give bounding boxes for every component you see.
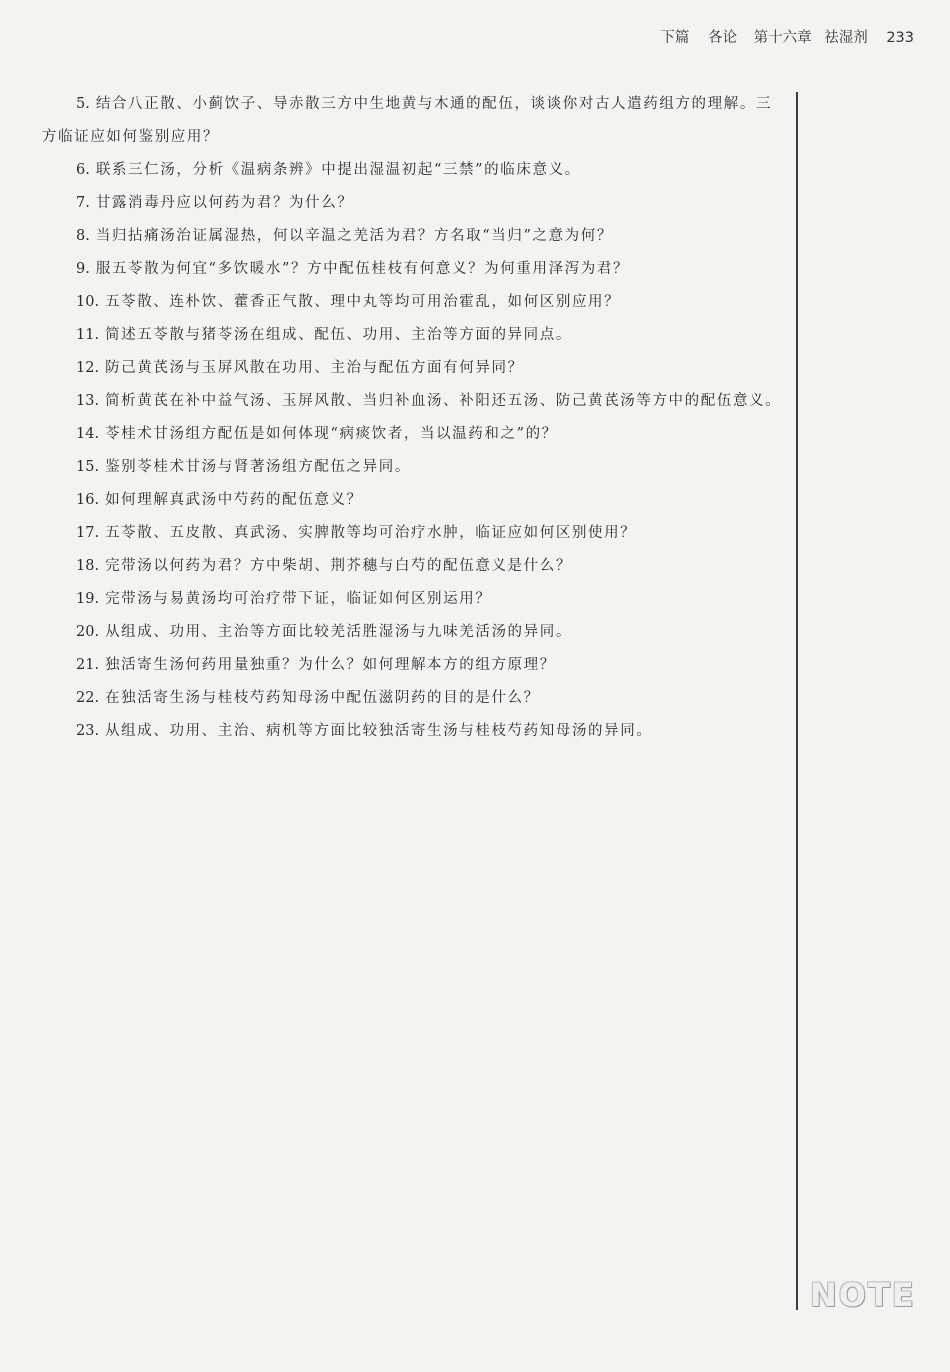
question-text: 苓桂术甘汤组方配伍是如何体现“病痰饮者，当以温药和之”的？ bbox=[105, 426, 558, 442]
question-text: 如何理解真武汤中芍药的配伍意义？ bbox=[105, 492, 363, 508]
header-chapter-title: 祛湿剂 bbox=[824, 30, 868, 46]
question-item bbox=[42, 550, 786, 583]
question-number: 12. bbox=[76, 360, 100, 376]
question-text: 简析黄芪在补中益气汤、玉屏风散、当归补血汤、补阳还五汤、防己黄芪汤等方中的配伍意义。 bbox=[105, 393, 782, 409]
question-number: 13. bbox=[76, 393, 100, 409]
question-item bbox=[42, 715, 786, 748]
question-text: 独活寄生汤何药用量独重？为什么？如何理解本方的组方原理？ bbox=[105, 657, 556, 673]
question-number: 5. bbox=[76, 96, 90, 112]
question-item bbox=[42, 154, 786, 187]
question-text: 五苓散、连朴饮、藿香正气散、理中丸等均可用治霍乱，如何区别应用？ bbox=[105, 294, 621, 310]
question-number: 9. bbox=[76, 261, 90, 277]
page-header bbox=[660, 26, 914, 47]
question-list bbox=[42, 88, 786, 748]
question-number: 20. bbox=[76, 624, 100, 640]
question-number: 15. bbox=[76, 459, 100, 475]
question-text: 从组成、功用、主治等方面比较羌活胜湿汤与九味羌活汤的异同。 bbox=[105, 624, 572, 640]
question-item bbox=[42, 517, 786, 550]
question-number: 18. bbox=[76, 558, 100, 574]
question-number: 16. bbox=[76, 492, 100, 508]
question-item bbox=[42, 649, 786, 682]
question-text: 当归拈痛汤治证属湿热，何以辛温之羌活为君？方名取“当归”之意为何？ bbox=[95, 228, 613, 244]
question-number: 19. bbox=[76, 591, 100, 607]
question-item bbox=[42, 253, 786, 286]
question-item bbox=[42, 451, 786, 484]
question-item bbox=[42, 583, 786, 616]
question-number: 23. bbox=[76, 723, 100, 739]
question-number: 6. bbox=[76, 162, 90, 178]
question-text: 结合八正散、小蓟饮子、导赤散三方中生地黄与木通的配伍，谈谈你对古人遣药组方的理解。三方临证应如何鉴别应用？ bbox=[42, 96, 773, 145]
question-text: 服五苓散为何宜“多饮暖水”？方中配伍桂枝有何意义？为何重用泽泻为君？ bbox=[95, 261, 630, 277]
question-text: 完带汤以何药为君？方中柴胡、荆芥穗与白芍的配伍意义是什么？ bbox=[105, 558, 572, 574]
question-number: 17. bbox=[76, 525, 100, 541]
header-chapter: 第十六章 bbox=[753, 30, 812, 46]
question-item bbox=[42, 418, 786, 451]
question-text: 在独活寄生汤与桂枝芍药知母汤中配伍滋阴药的目的是什么？ bbox=[105, 690, 540, 706]
question-text: 防己黄芪汤与玉屏风散在功用、主治与配伍方面有何异同？ bbox=[105, 360, 524, 376]
question-item bbox=[42, 682, 786, 715]
note-label: NOTE bbox=[810, 1276, 916, 1314]
question-number: 14. bbox=[76, 426, 100, 442]
question-item bbox=[42, 88, 786, 154]
page-number: 233 bbox=[886, 30, 914, 46]
question-text: 联系三仁汤，分析《温病条辨》中提出湿温初起“三禁”的临床意义。 bbox=[95, 162, 581, 178]
question-number: 11. bbox=[76, 327, 100, 343]
question-item bbox=[42, 616, 786, 649]
question-text: 五苓散、五皮散、真武汤、实脾散等均可治疗水肿，临证应如何区别使用？ bbox=[105, 525, 637, 541]
question-item bbox=[42, 220, 786, 253]
question-item bbox=[42, 286, 786, 319]
question-number: 7. bbox=[76, 195, 90, 211]
question-number: 22. bbox=[76, 690, 100, 706]
question-text: 完带汤与易黄汤均可治疗带下证，临证如何区别运用？ bbox=[105, 591, 492, 607]
header-part: 下篇 bbox=[660, 30, 690, 46]
margin-rule bbox=[796, 92, 798, 1310]
question-text: 简述五苓散与猪苓汤在组成、配伍、功用、主治等方面的异同点。 bbox=[105, 327, 572, 343]
question-text: 甘露消毒丹应以何药为君？为什么？ bbox=[95, 195, 354, 211]
question-item bbox=[42, 385, 786, 418]
question-item bbox=[42, 187, 786, 220]
question-number: 21. bbox=[76, 657, 100, 673]
question-number: 8. bbox=[76, 228, 90, 244]
question-text: 鉴别苓桂术甘汤与肾著汤组方配伍之异同。 bbox=[105, 459, 411, 475]
question-item bbox=[42, 484, 786, 517]
question-item bbox=[42, 352, 786, 385]
question-item bbox=[42, 319, 786, 352]
question-text: 从组成、功用、主治、病机等方面比较独活寄生汤与桂枝芍药知母汤的异同。 bbox=[105, 723, 653, 739]
header-section: 各论 bbox=[707, 30, 737, 46]
question-number: 10. bbox=[76, 294, 100, 310]
